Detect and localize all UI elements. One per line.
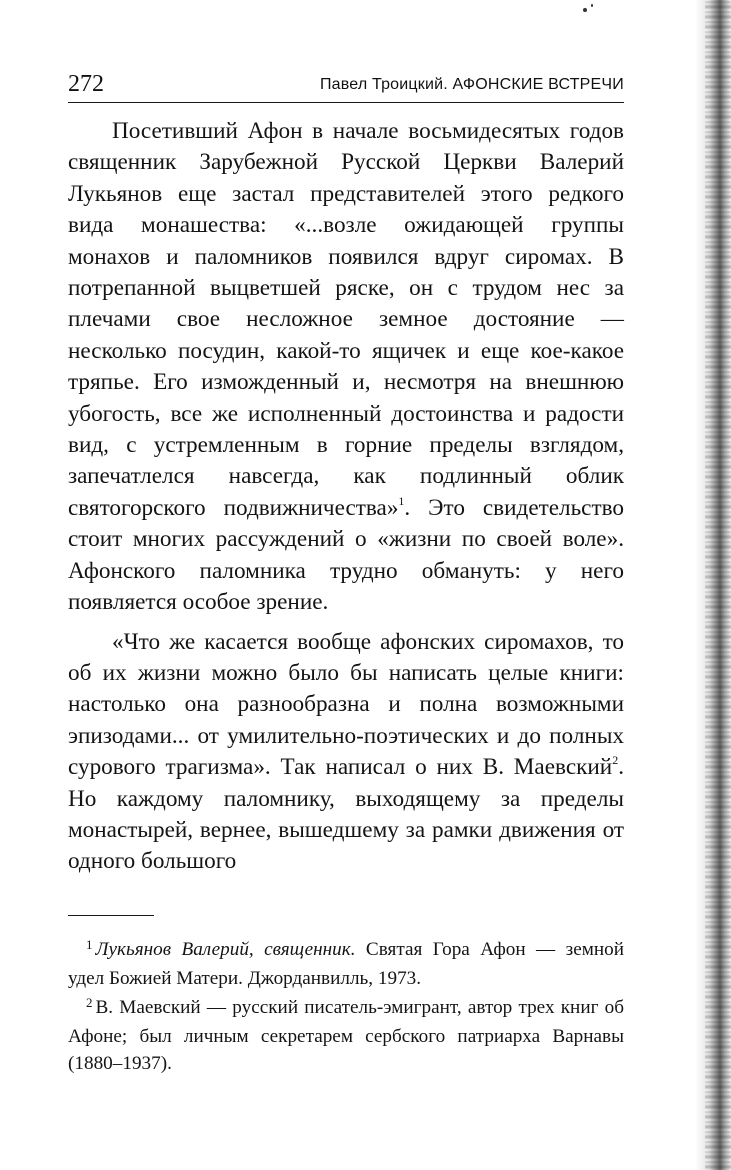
- footnote-2: [68, 994, 624, 1078]
- footnote-rule: [68, 915, 154, 916]
- binding-shadow: [695, 0, 705, 1170]
- footnote-1-mark: 1: [86, 937, 93, 952]
- paragraph-1-text: Посетивший Афон в начале восьмидесятых годов священник Зарубежной Русской Церкви Валерий Лукьянов еще застал представителей этого редкого вида монашества: «...возле ожидающей группы монахов и паломников появился вдруг сиромах. В потрепанной выцветшей ряске, он с трудом нес за плечами свое несложное земное достояние — несколько посудин, какой-то ящичек и еще кое-какое тряпье. Его изможденный и, несмотря на внешнюю убогость, все же исполненный достоинства и радости вид, с устремленным в горние пределы взглядом, запечатлелся навсегда, как подлинный облик святогорского подвижничества»: [68, 118, 624, 521]
- scan-speck: [591, 4, 593, 7]
- page-header: [68, 68, 624, 103]
- footnote-1-text: Святая Гора Афон — земной удел Божией Матери. Джорданвилль, 1973.: [68, 939, 624, 989]
- footnote-ref-2[interactable]: 2: [612, 753, 619, 768]
- scan-speck: [583, 8, 587, 12]
- footnote-2-text: В. Маевский — русский писатель-эмигрант, автор трех книг об Афоне; был личным секретарем сербского патриарха Варнавы (1880–1937).: [68, 997, 624, 1074]
- footnotes: [68, 936, 624, 1078]
- paragraph-1: [68, 116, 624, 619]
- paragraph-2: [68, 627, 624, 878]
- running-head: Павел Троицкий. АФОНСКИЕ ВСТРЕЧИ: [319, 76, 624, 93]
- paragraph-1-tail: . Это свидетельство стоит многих рассуждений о «жизни по своей воле». Афонского паломника трудно обмануть: у него появляется особое зрение.: [68, 494, 624, 616]
- binding-edge: [705, 0, 731, 1170]
- footnote-ref-1[interactable]: 1: [398, 494, 405, 509]
- footnote-2-mark: 2: [86, 995, 93, 1010]
- footnote-1-author: Лукьянов Валерий, священник.: [95, 939, 356, 960]
- footnote-1: [68, 936, 624, 992]
- paragraph-2-text: «Что же касается вообще афонских сиромахов, то об их жизни можно было бы написать целые книги: настолько она разнообразна и полна возможными эпизодами... от умилительно-поэтических и до полных сурового трагизма». Так написал о них В. Маевский: [68, 628, 624, 781]
- paragraph-2-tail: . Но каждому паломнику, выходящему за пределы монастырей, вернее, вышедшему за рамки движения от одного большого: [68, 754, 624, 875]
- main-text: [68, 116, 624, 886]
- page-number: 272: [68, 71, 104, 97]
